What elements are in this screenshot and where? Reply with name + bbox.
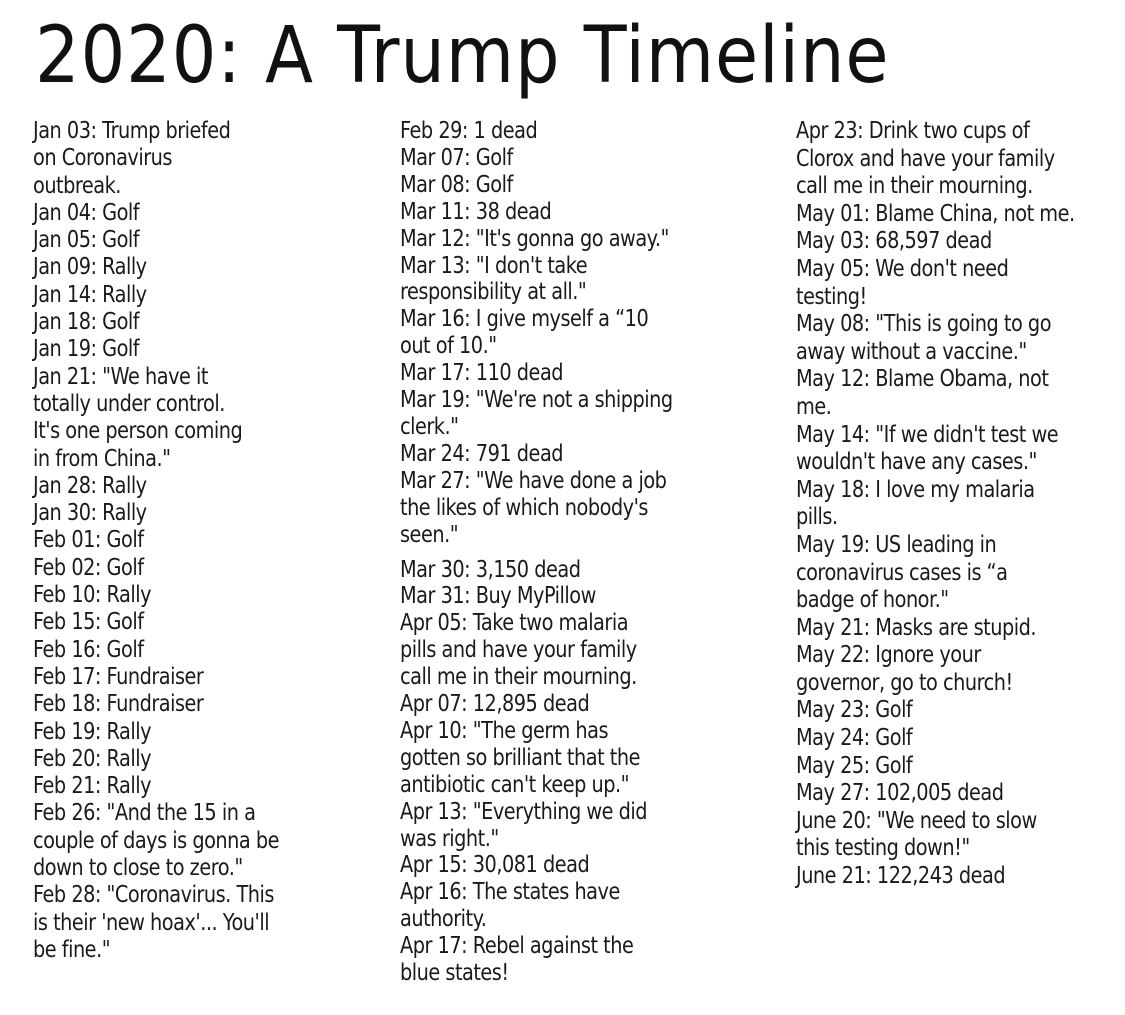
timeline-line: Feb 20: Rally — [33, 745, 152, 772]
timeline-line: Feb 17: Fundraiser — [33, 663, 204, 690]
timeline-line: Apr 16: The states have — [400, 879, 620, 906]
timeline-line: Apr 23: Drink two cups of — [796, 118, 1030, 144]
timeline-line: Mar 30: 3,150 dead — [400, 556, 581, 583]
timeline-line: Mar 16: I give myself a “10 — [400, 306, 649, 333]
timeline-line: this testing down!" — [796, 835, 970, 862]
timeline-line: gotten so brilliant that the — [400, 744, 640, 771]
timeline-line: testing! — [796, 283, 867, 310]
timeline-line: Apr 05: Take two malaria — [400, 610, 629, 637]
timeline-line: down to close to zero." — [33, 855, 243, 882]
timeline-line: responsibility at all." — [400, 279, 587, 306]
timeline-line: call me in their mourning. — [796, 173, 1033, 200]
timeline-line: coronavirus cases is “a — [796, 559, 1008, 586]
timeline-line: Clorox and have your family — [796, 145, 1055, 172]
timeline-line: me. — [796, 393, 832, 420]
timeline-line: pills and have your family — [400, 637, 637, 664]
timeline-line: Mar 17: 110 dead — [400, 360, 564, 387]
timeline-line: Jan 04: Golf — [33, 199, 140, 226]
timeline-line: authority. — [400, 906, 487, 933]
timeline-line: Feb 21: Rally — [33, 773, 152, 800]
timeline-line: Jan 21: "We have it — [33, 363, 208, 390]
timeline-line: wouldn't have any cases." — [796, 449, 1037, 476]
timeline-line: Apr 10: "The germ has — [400, 717, 609, 744]
timeline-line: Feb 01: Golf — [33, 527, 144, 554]
timeline-line: Mar 07: Golf — [400, 144, 513, 171]
timeline-line: Mar 12: "It's gonna go away." — [400, 225, 669, 252]
timeline-line: the likes of which nobody's — [400, 494, 648, 521]
timeline-line: call me in their mourning. — [400, 664, 637, 691]
timeline-line: badge of honor." — [796, 587, 949, 614]
timeline-line: Jan 14: Rally — [33, 281, 147, 308]
timeline-line: on Coronavirus — [33, 145, 172, 172]
timeline-line: Feb 15: Golf — [33, 609, 144, 636]
timeline-line: Mar 27: "We have done a job — [400, 467, 667, 494]
timeline-line: clerk." — [400, 413, 459, 440]
timeline-line: May 01: Blame China, not me. — [796, 200, 1075, 227]
timeline-line: Feb 02: Golf — [33, 554, 144, 581]
timeline-line: Jan 19: Golf — [33, 336, 140, 363]
page-title: 2020: A Trump Timeline — [35, 11, 890, 101]
timeline-line: June 21: 122,243 dead — [796, 863, 1006, 890]
timeline-line: May 08: "This is going to go — [796, 311, 1052, 338]
timeline-line: May 19: US leading in — [796, 531, 997, 558]
timeline-line: May 24: Golf — [796, 725, 913, 752]
timeline-line: May 03: 68,597 dead — [796, 228, 992, 255]
timeline-line: outbreak. — [33, 172, 121, 199]
timeline-line: couple of days is gonna be — [33, 827, 280, 854]
timeline-column-3 — [796, 118, 1121, 891]
timeline-line: totally under control. — [33, 390, 225, 417]
timeline-line: It's one person coming — [33, 418, 243, 445]
timeline-line: Jan 28: Rally — [33, 472, 147, 499]
timeline-line: blue states! — [400, 960, 509, 987]
timeline-line: is their 'new hoax'... You'll — [33, 909, 270, 936]
timeline-line: May 12: Blame Obama, not — [796, 366, 1049, 393]
timeline-line: May 22: Ignore your — [796, 642, 981, 669]
timeline-line: away without a vaccine." — [796, 338, 1027, 365]
timeline-line: Feb 16: Golf — [33, 636, 144, 663]
timeline-line: Apr 15: 30,081 dead — [400, 852, 590, 879]
timeline-line: Feb 29: 1 dead — [400, 118, 538, 144]
timeline-line: out of 10." — [400, 333, 497, 360]
timeline-line: May 05: We don't need — [796, 255, 1009, 282]
timeline-line: was right." — [400, 825, 499, 852]
timeline-line: Jan 05: Golf — [33, 227, 140, 254]
timeline-line: Feb 28: "Coronavirus. This — [33, 882, 274, 909]
timeline-line: May 23: Golf — [796, 697, 913, 724]
timeline-line: Mar 31: Buy MyPillow — [400, 583, 596, 610]
timeline-line: Apr 07: 12,895 dead — [400, 691, 590, 718]
timeline-line: Feb 26: "And the 15 in a — [33, 800, 256, 827]
timeline-line: Mar 08: Golf — [400, 171, 513, 198]
timeline-line: in from China." — [33, 445, 171, 472]
timeline-line: May 27: 102,005 dead — [796, 780, 1004, 807]
timeline-line: May 21: Masks are stupid. — [796, 614, 1037, 641]
timeline-line: governor, go to church! — [796, 669, 1013, 696]
timeline-line: May 18: I love my malaria — [796, 476, 1035, 503]
timeline-line: antibiotic can't keep up." — [400, 771, 630, 798]
timeline-line: Mar 11: 38 dead — [400, 198, 552, 225]
timeline-line: Apr 13: "Everything we did — [400, 798, 648, 825]
timeline-column-1 — [33, 118, 353, 964]
timeline-line: Mar 13: "I don't take — [400, 252, 588, 279]
timeline-line: Feb 19: Rally — [33, 718, 152, 745]
timeline-line: Mar 24: 791 dead — [400, 440, 564, 467]
timeline-line: seen." — [400, 521, 459, 548]
timeline-line: June 20: "We need to slow — [796, 807, 1037, 834]
timeline-line: pills. — [796, 504, 838, 531]
timeline-line: Mar 19: "We're not a shipping — [400, 387, 673, 414]
timeline-line: Jan 18: Golf — [33, 309, 140, 336]
timeline-line: May 14: "If we didn't test we — [796, 421, 1059, 448]
timeline-line: Jan 09: Rally — [33, 254, 147, 281]
timeline-line: be fine." — [33, 936, 111, 963]
timeline-line: Apr 17: Rebel against the — [400, 933, 634, 960]
timeline-column-2 — [400, 118, 745, 987]
timeline-line: Jan 30: Rally — [33, 500, 147, 527]
timeline-line: May 25: Golf — [796, 752, 913, 779]
timeline-line: Feb 18: Fundraiser — [33, 691, 204, 718]
timeline-line: Feb 10: Rally — [33, 582, 152, 609]
timeline-line: Jan 03: Trump briefed — [33, 118, 231, 144]
